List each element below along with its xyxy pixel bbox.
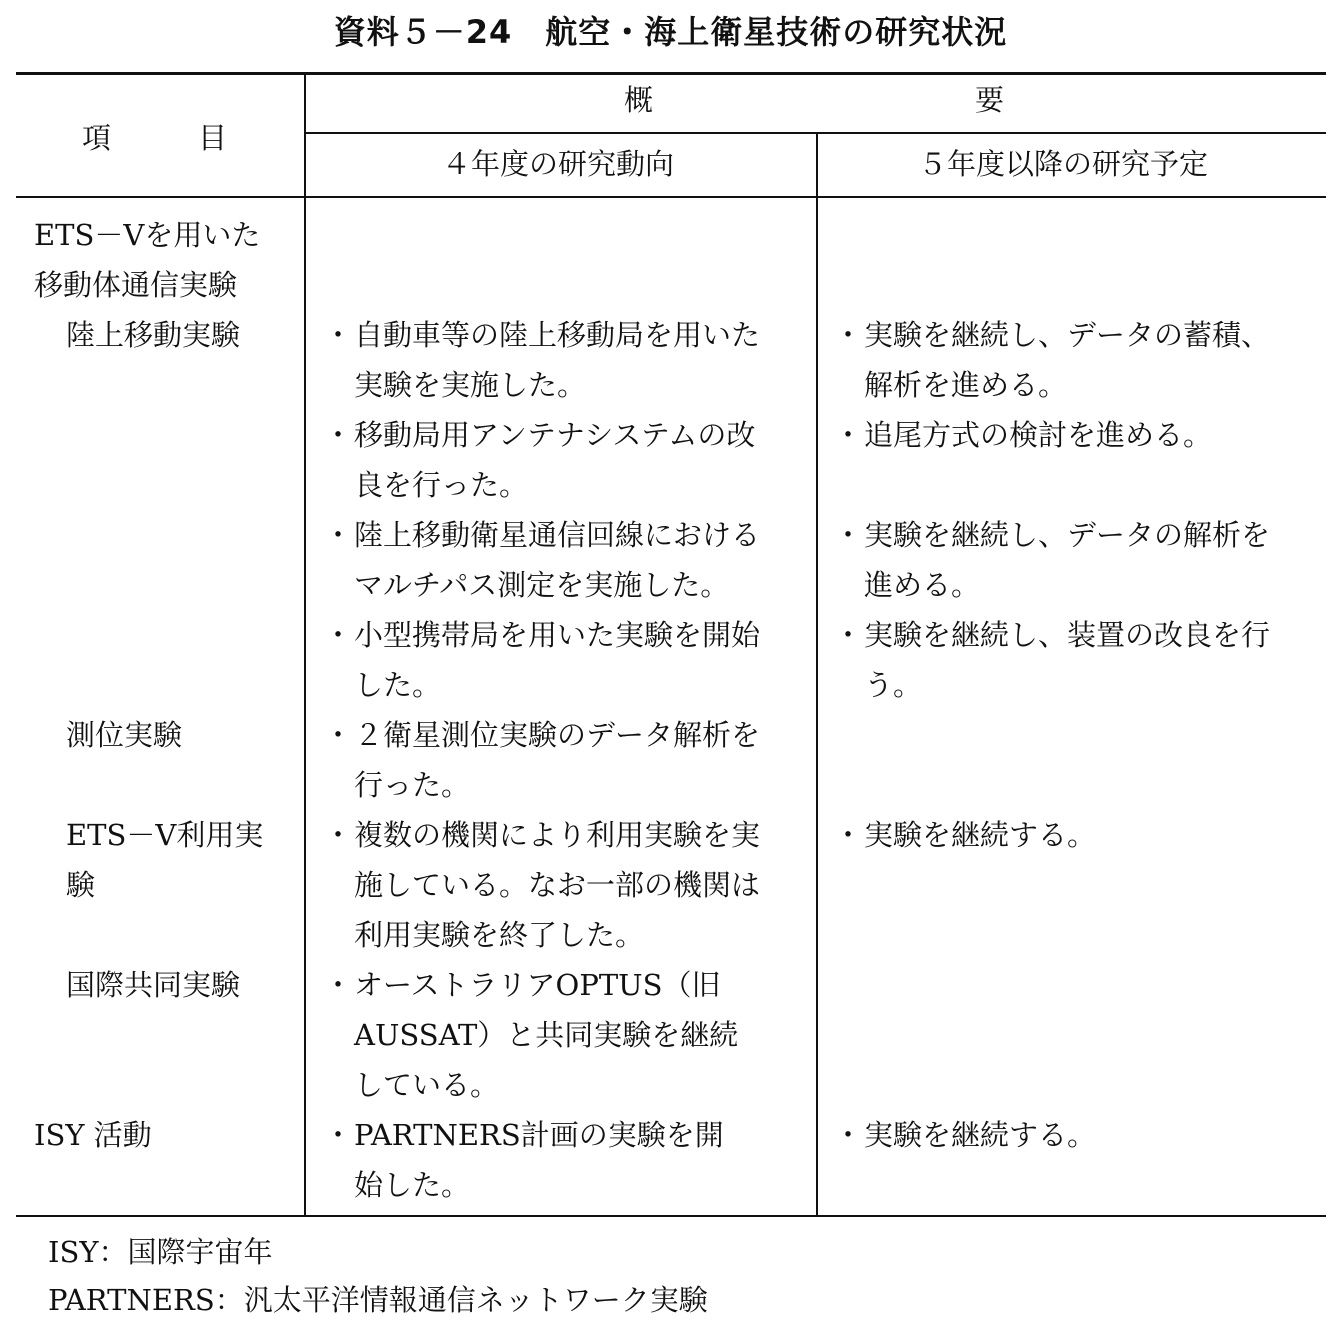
- current-entry: ・PARTNERS計画の実験を開: [322, 1110, 808, 1160]
- current-entry: ・小型携帯局を用いた実験を開始: [322, 610, 808, 660]
- footnote-partners: PARTNERS：汎太平洋情報通信ネットワーク実験: [48, 1283, 708, 1317]
- item-label: 国際共同実験: [66, 968, 241, 1002]
- footnote-isy: ISY：国際宇宙年: [48, 1235, 273, 1269]
- plan-entry: ・実験を継続し、データの蓄積、: [832, 310, 1322, 360]
- current-entry: ・複数の機関により利用実験を実: [322, 810, 808, 860]
- header-overview-right: 要: [975, 83, 1005, 117]
- bullet: ・: [323, 518, 353, 552]
- bullet: ・: [833, 618, 863, 652]
- bullet: ・: [833, 818, 863, 852]
- current-entry-continuation: マルチパス測定を実施した。: [354, 568, 730, 602]
- current-entry-continuation: 行った。: [354, 768, 471, 802]
- plan-entry: ・実験を継続し、データの解析を: [832, 510, 1322, 560]
- bullet: ・: [323, 318, 353, 352]
- bullet: ・: [323, 418, 353, 452]
- column-divider-2: [816, 132, 818, 1217]
- bullet: ・: [833, 1118, 863, 1152]
- current-entry: ・オーストラリアOPTUS（旧: [322, 960, 808, 1010]
- header-overview-left: 概: [624, 83, 654, 117]
- document-title: 資料５－24 航空・海上衛星技術の研究状況: [333, 13, 1008, 51]
- bullet: ・: [833, 418, 863, 452]
- plan-column: [832, 310, 1322, 1160]
- header-inner-rule: [304, 132, 1326, 134]
- plan-entry: ・追尾方式の検討を進める。: [832, 410, 1322, 460]
- current-entry-continuation: 利用実験を終了した。: [354, 918, 645, 952]
- current-entry-continuation: 良を行った。: [354, 468, 529, 502]
- header-future-plan: ５年度以降の研究予定: [918, 147, 1209, 181]
- bullet: ・: [323, 718, 353, 752]
- plan-entry: ・実験を継続する。: [832, 810, 1322, 860]
- plan-entry-continuation: 解析を進める。: [864, 368, 1068, 402]
- item-column: [34, 210, 298, 1160]
- current-entry-continuation: 実験を実施した。: [354, 368, 587, 402]
- header-bottom-rule: [16, 196, 1326, 198]
- bullet: ・: [323, 968, 353, 1002]
- current-entry-continuation: AUSSAT）と共同実験を継続: [354, 1018, 739, 1052]
- bullet: ・: [833, 518, 863, 552]
- current-entry: ・移動局用アンテナシステムの改: [322, 410, 808, 460]
- plan-entry: ・実験を継続する。: [832, 1110, 1322, 1160]
- column-divider-1: [304, 72, 306, 1217]
- current-entry-continuation: 始した。: [354, 1168, 471, 1202]
- current-entry-continuation: している。: [354, 1068, 500, 1102]
- bullet: ・: [833, 318, 863, 352]
- plan-entry-continuation: 進める。: [864, 568, 981, 602]
- bullet: ・: [323, 1118, 353, 1152]
- header-item: 項 目: [82, 121, 228, 155]
- current-entry-continuation: 施している。なお一部の機関は: [354, 868, 761, 902]
- item-label: ETS－Vを用いた: [34, 218, 261, 252]
- item-label: 験: [66, 868, 96, 902]
- current-entry: ・自動車等の陸上移動局を用いた: [322, 310, 808, 360]
- current-entry: ・陸上移動衛星通信回線における: [322, 510, 808, 560]
- bullet: ・: [323, 618, 353, 652]
- bullet: ・: [323, 818, 353, 852]
- table-bottom-rule: [16, 1215, 1326, 1217]
- table-top-rule: [16, 72, 1326, 75]
- footnotes: [48, 1228, 708, 1324]
- item-label: ISY 活動: [34, 1118, 152, 1152]
- item-label: ETS－V利用実: [66, 818, 264, 852]
- plan-entry: ・実験を継続し、装置の改良を行: [832, 610, 1322, 660]
- item-label: 測位実験: [66, 718, 183, 752]
- plan-entry-continuation: う。: [864, 668, 923, 702]
- current-entry: ・２衛星測位実験のデータ解析を: [322, 710, 808, 760]
- item-label: 移動体通信実験: [34, 268, 238, 302]
- header-current-year: ４年度の研究動向: [442, 147, 675, 181]
- current-entry-continuation: した。: [354, 668, 442, 702]
- current-column: [322, 310, 808, 1210]
- item-label: 陸上移動実験: [66, 318, 241, 352]
